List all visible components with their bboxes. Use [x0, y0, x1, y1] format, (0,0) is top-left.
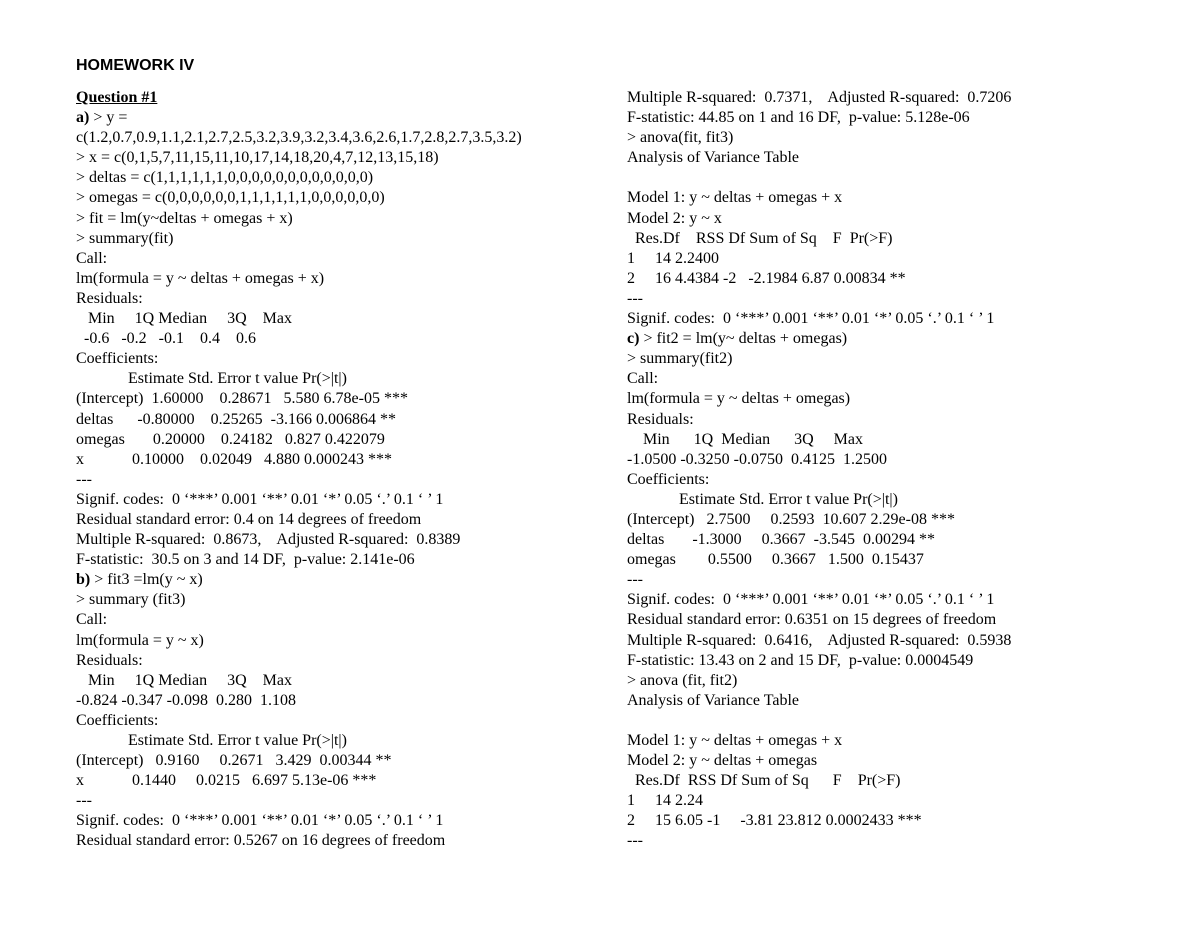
right-text-line	[627, 369, 1011, 389]
left-text-line	[76, 249, 522, 269]
part-label: c)	[627, 330, 640, 348]
line-text: c(1.2,0.7,0.9,1.1,2.1,2.7,2.5,3.2,3.9,3.2,3.4,3.6,2.6,1.7,2.8,2.7,3.5,3.2)	[76, 129, 522, 147]
part-label: b)	[76, 571, 91, 589]
right-text-line	[627, 530, 1011, 550]
left-text-line	[76, 168, 522, 188]
right-text-line	[627, 108, 1011, 128]
right-text-line	[627, 209, 1011, 229]
line-text: Residual standard error: 0.6351 on 15 degrees of freedom	[627, 611, 997, 629]
line-text: Estimate Std. Error t value Pr(>|t|)	[76, 732, 347, 749]
line-text: (Intercept) 1.60000 0.28671 5.580 6.78e-05 ***	[76, 390, 408, 408]
right-text-line	[627, 349, 1011, 369]
line-text: Signif. codes: 0 ‘***’ 0.001 ‘**’ 0.01 ‘*’ 0.05 ‘.’ 0.1 ‘ ’ 1	[76, 490, 444, 508]
line-text: x 0.10000 0.02049 4.880 0.000243 ***	[76, 450, 392, 468]
line-text: ---	[627, 289, 643, 307]
right-text-line	[627, 470, 1011, 490]
line-text: > fit2 = lm(y~ deltas + omegas)	[639, 330, 848, 348]
line-text: Min 1Q Median 3Q Max	[627, 430, 863, 448]
right-text-line	[627, 490, 1011, 510]
line-text: Multiple R-squared: 0.8673, Adjusted R-squared: 0.8389	[76, 531, 461, 549]
left-text-line	[76, 671, 522, 691]
left-text-line	[76, 369, 522, 389]
line-text: (Intercept) 0.9160 0.2671 3.429 0.00344 **	[76, 752, 392, 770]
right-text-line	[627, 168, 1011, 188]
right-text-line	[627, 691, 1011, 711]
line-text: Residuals:	[76, 651, 143, 669]
left-text-line	[76, 309, 522, 329]
line-text: > omegas = c(0,0,0,0,0,0,1,1,1,1,1,1,0,0,0,0,0,0)	[76, 189, 385, 207]
line-text: Model 2: y ~ x	[627, 209, 722, 227]
line-text: 2 16 4.4384 -2 -2.1984 6.87 0.00834 **	[627, 269, 906, 287]
left-text-line	[76, 831, 522, 851]
left-text-line	[76, 731, 522, 751]
line-text: 2 15 6.05 -1 -3.81 23.812 0.0002433 ***	[627, 812, 922, 830]
line-text: lm(formula = y ~ deltas + omegas + x)	[76, 269, 325, 287]
left-text-line	[76, 510, 522, 530]
line-text: Multiple R-squared: 0.7371, Adjusted R-squared: 0.7206	[627, 89, 1012, 106]
line-text: > fit3 =lm(y ~ x)	[90, 571, 203, 589]
left-text-line	[76, 88, 522, 108]
line-text: Coefficients:	[627, 470, 710, 488]
left-column	[76, 88, 522, 852]
right-text-line	[627, 771, 1011, 791]
line-text: Model 1: y ~ deltas + omegas + x	[627, 732, 843, 749]
right-text-line	[627, 631, 1011, 651]
left-text-line	[76, 530, 522, 550]
part-label: a)	[76, 109, 90, 127]
right-text-line	[627, 269, 1011, 289]
line-text: Residual standard error: 0.4 on 14 degrees of freedom	[76, 510, 422, 528]
question-heading: Question #1	[76, 89, 158, 106]
left-text-line	[76, 771, 522, 791]
left-text-line	[76, 209, 522, 229]
line-text: Min 1Q Median 3Q Max	[76, 310, 292, 328]
left-text-line	[76, 751, 522, 771]
line-text: Signif. codes: 0 ‘***’ 0.001 ‘**’ 0.01 ‘*’ 0.05 ‘.’ 0.1 ‘ ’ 1	[627, 591, 995, 609]
line-text: > summary(fit)	[76, 229, 174, 247]
left-text-line	[76, 651, 522, 671]
line-text: Call:	[76, 611, 108, 629]
right-text-line	[627, 329, 1011, 349]
line-text: x 0.1440 0.0215 6.697 5.13e-06 ***	[76, 772, 377, 790]
left-text-line	[76, 470, 522, 490]
line-text: ---	[76, 792, 92, 810]
right-text-line	[627, 550, 1011, 570]
right-text-line	[627, 731, 1011, 751]
line-text: Coefficients:	[76, 711, 159, 729]
line-text: > deltas = c(1,1,1,1,1,1,0,0,0,0,0,0,0,0,0,0,0,0)	[76, 169, 374, 187]
left-text-line	[76, 108, 522, 128]
right-text-line	[627, 148, 1011, 168]
line-text: Estimate Std. Error t value Pr(>|t|)	[627, 490, 898, 508]
right-text-line	[627, 610, 1011, 630]
right-text-line	[627, 128, 1011, 148]
line-text: > anova (fit, fit2)	[627, 671, 738, 689]
line-text: > anova(fit, fit3)	[627, 129, 734, 147]
line-text: Coefficients:	[76, 350, 159, 368]
left-text-line	[76, 811, 522, 831]
left-text-line	[76, 430, 522, 450]
left-text-line	[76, 631, 522, 651]
line-text: ---	[627, 832, 643, 850]
line-text: > x = c(0,1,5,7,11,15,11,10,17,14,18,20,4,7,12,13,15,18)	[76, 149, 439, 167]
left-text-line	[76, 570, 522, 590]
right-text-line	[627, 88, 1011, 108]
right-text-line	[627, 671, 1011, 691]
line-text: > summary (fit3)	[76, 591, 186, 609]
line-text: Model 2: y ~ deltas + omegas	[627, 752, 818, 770]
left-text-line	[76, 349, 522, 369]
line-text: ---	[76, 470, 92, 488]
line-text: Call:	[627, 370, 659, 388]
right-text-line	[627, 711, 1011, 731]
line-text: ---	[627, 571, 643, 589]
right-text-line	[627, 450, 1011, 470]
line-text: deltas -1.3000 0.3667 -3.545 0.00294 **	[627, 531, 935, 549]
right-column	[627, 88, 1011, 852]
right-text-line	[627, 249, 1011, 269]
line-text: F-statistic: 13.43 on 2 and 15 DF, p-value: 0.0004549	[627, 651, 974, 669]
homework-title: HOMEWORK IV	[76, 57, 195, 74]
line-text: -0.824 -0.347 -0.098 0.280 1.108	[76, 691, 296, 709]
right-text-line	[627, 410, 1011, 430]
left-text-line	[76, 329, 522, 349]
right-text-line	[627, 831, 1011, 851]
left-text-line	[76, 128, 522, 148]
left-text-line	[76, 389, 522, 409]
right-text-line	[627, 229, 1011, 249]
right-text-line	[627, 751, 1011, 771]
line-text: > fit = lm(y~deltas + omegas + x)	[76, 209, 293, 227]
line-text: > summary(fit2)	[627, 350, 733, 368]
left-text-line	[76, 289, 522, 309]
line-text: omegas 0.5500 0.3667 1.500 0.15437	[627, 551, 924, 569]
line-text: F-statistic: 44.85 on 1 and 16 DF, p-value: 5.128e-06	[627, 109, 970, 127]
left-text-line	[76, 791, 522, 811]
line-text: Analysis of Variance Table	[627, 149, 800, 167]
left-text-line	[76, 711, 522, 731]
line-text: 1 14 2.24	[627, 792, 703, 810]
right-text-line	[627, 570, 1011, 590]
line-text: lm(formula = y ~ x)	[76, 631, 204, 649]
line-text: Residual standard error: 0.5267 on 16 degrees of freedom	[76, 832, 446, 850]
left-text-line	[76, 490, 522, 510]
line-text: F-statistic: 30.5 on 3 and 14 DF, p-value: 2.141e-06	[76, 551, 415, 569]
line-text: > y =	[89, 109, 128, 127]
line-text: Min 1Q Median 3Q Max	[76, 671, 292, 689]
left-text-line	[76, 691, 522, 711]
right-text-line	[627, 389, 1011, 409]
left-text-line	[76, 188, 522, 208]
left-text-line	[76, 410, 522, 430]
right-text-line	[627, 510, 1011, 530]
line-text: omegas 0.20000 0.24182 0.827 0.422079	[76, 430, 385, 448]
line-text: Residuals:	[627, 410, 694, 428]
right-text-line	[627, 651, 1011, 671]
right-text-line	[627, 430, 1011, 450]
line-text: Signif. codes: 0 ‘***’ 0.001 ‘**’ 0.01 ‘*’ 0.05 ‘.’ 0.1 ‘ ’ 1	[76, 812, 444, 830]
left-text-line	[76, 148, 522, 168]
right-text-line	[627, 188, 1011, 208]
left-text-line	[76, 229, 522, 249]
line-text: (Intercept) 2.7500 0.2593 10.607 2.29e-08 ***	[627, 510, 955, 528]
line-text: Residuals:	[76, 289, 143, 307]
line-text: Call:	[76, 249, 108, 267]
line-text: Signif. codes: 0 ‘***’ 0.001 ‘**’ 0.01 ‘*’ 0.05 ‘.’ 0.1 ‘ ’ 1	[627, 310, 995, 328]
left-text-line	[76, 450, 522, 470]
line-text: 1 14 2.2400	[627, 249, 719, 267]
left-text-line	[76, 610, 522, 630]
right-text-line	[627, 811, 1011, 831]
line-text: Model 1: y ~ deltas + omegas + x	[627, 189, 843, 207]
line-text: Res.Df RSS Df Sum of Sq F Pr(>F)	[627, 229, 893, 247]
left-text-line	[76, 590, 522, 610]
right-text-line	[627, 309, 1011, 329]
left-text-line	[76, 550, 522, 570]
left-text-line	[76, 269, 522, 289]
line-text: Multiple R-squared: 0.6416, Adjusted R-squared: 0.5938	[627, 631, 1012, 649]
line-text: Res.Df RSS Df Sum of Sq F Pr(>F)	[627, 772, 901, 790]
line-text: Estimate Std. Error t value Pr(>|t|)	[76, 370, 347, 388]
line-text: -0.6 -0.2 -0.1 0.4 0.6	[76, 330, 256, 348]
line-text: -1.0500 -0.3250 -0.0750 0.4125 1.2500	[627, 450, 887, 468]
line-text: deltas -0.80000 0.25265 -3.166 0.006864 **	[76, 410, 396, 428]
line-text: lm(formula = y ~ deltas + omegas)	[627, 390, 851, 408]
right-text-line	[627, 289, 1011, 309]
line-text: Analysis of Variance Table	[627, 691, 800, 709]
right-text-line	[627, 590, 1011, 610]
right-text-line	[627, 791, 1011, 811]
